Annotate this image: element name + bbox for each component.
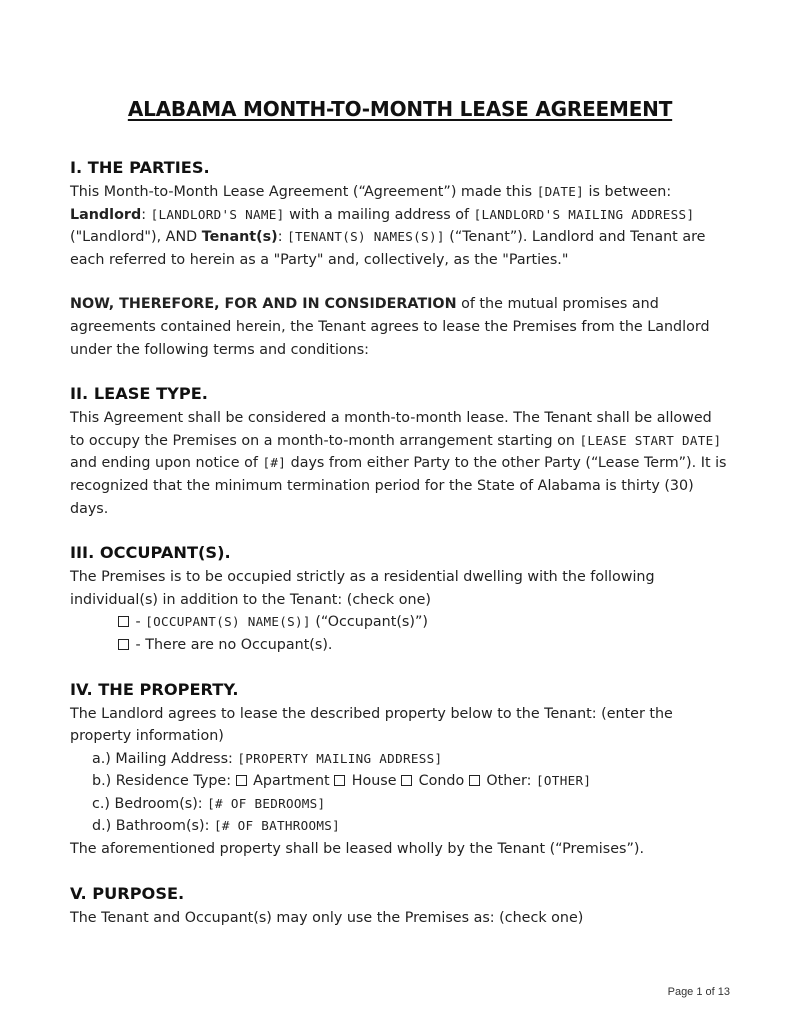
bedrooms-field: [# OF BEDROOMS] [207,795,326,811]
text: Other: [481,773,537,790]
lease-type-paragraph [70,407,730,520]
text: This Agreement shall be considered a month-to-month lease. The Tenant shall be allowed to occupy the Premises on a month-to-month arrangement starting on [70,410,712,449]
text: (“Tenant”). Landlord and Tenant are each referred to herein as a "Party" and, collectively, as the "Parties." [70,229,706,268]
consideration-paragraph [70,293,730,361]
text: : [277,229,288,246]
consideration-bold: NOW, THEREFORE, FOR AND IN CONSIDERATION [70,296,457,313]
text: and ending upon notice of [70,455,263,472]
text: of the mutual promises and agreements contained herein, the Tenant agrees to lease the Premises from the Landlord under the following terms and conditions: [70,296,710,358]
text: House [347,773,402,790]
checkbox-icon[interactable] [236,775,247,786]
section-heading: V. PURPOSE. [70,883,185,903]
checkbox-icon[interactable] [334,775,345,786]
property-intro: The Landlord agrees to lease the described property below to the Tenant: (enter the property information) [70,705,673,745]
section-purpose [70,883,730,930]
text: d.) Bathroom(s): [92,818,214,835]
occupant-names-field: [OCCUPANT(S) NAME(S)] [145,614,311,630]
section-property [70,679,730,861]
text: : [141,206,151,223]
text: (“Occupant(s)”) [310,614,428,631]
text: c.) Bedroom(s): [92,795,208,812]
section-occupants [70,542,730,656]
notice-days-field: [#] [262,455,287,471]
landlord-name-field: [LANDLORD'S NAME] [150,206,285,222]
property-address-field: [PROPERTY MAILING ADDRESS] [237,750,443,766]
bathrooms-field: [# OF BATHROOMS] [213,818,341,834]
section-parties [70,157,730,361]
text: days from either Party to the other Party (“Lease Term”). It is recognized that the minimum termination period for the State of Alabama is thirty (30) days. [70,455,727,517]
section-heading: III. OCCUPANT(S). [70,543,231,563]
property-bathrooms [70,815,730,838]
landlord-address-field: [LANDLORD'S MAILING ADDRESS] [473,206,695,222]
occupant-option-none [70,634,730,657]
checkbox-icon[interactable] [118,616,129,627]
section-heading: II. LEASE TYPE. [70,384,208,404]
lease-start-field: [LEASE START DATE] [579,432,722,448]
text: is between: [583,184,672,200]
text: with a mailing address of [284,206,474,223]
text: - There are no Occupant(s). [131,636,333,653]
tenant-label: Tenant(s) [201,229,278,246]
date-field: [DATE] [536,184,584,199]
property-closing: The aforementioned property shall be leased wholly by the Tenant (“Premises”). [70,841,645,858]
occupants-intro: The Premises is to be occupied strictly as a residential dwelling with the following individual(s) in addition to the Tenant: (check one) [70,569,655,608]
property-bedrooms [70,793,730,816]
purpose-intro: The Tenant and Occupant(s) may only use the Premises as: (check one) [70,909,584,926]
parties-paragraph [70,181,730,271]
other-field: [OTHER] [536,773,592,789]
checkbox-icon[interactable] [469,775,480,786]
document-title: ALABAMA MONTH-TO-MONTH LEASE AGREEMENT [127,97,673,121]
landlord-label: Landlord [70,206,142,223]
text: Apartment [248,773,335,790]
section-lease-type [70,383,730,520]
section-heading: I. THE PARTIES. [70,158,210,177]
page-number: Page 1 of 13 [667,986,730,998]
checkbox-icon[interactable] [118,639,129,650]
property-mailing-address [70,748,730,771]
text: a.) Mailing Address: [92,750,238,767]
occupant-option-names [70,611,730,634]
text: - [131,614,146,631]
text: ("Landlord"), AND [70,229,202,246]
text: Condo [414,773,469,790]
section-heading: IV. THE PROPERTY. [70,679,239,699]
property-residence-type [70,770,730,793]
tenant-names-field: [TENANT(S) NAMES(S)] [287,229,445,245]
text: b.) Residence Type: [92,773,236,790]
text: This Month-to-Month Lease Agreement (“Agreement”) made this [70,184,537,200]
checkbox-icon[interactable] [401,775,412,786]
